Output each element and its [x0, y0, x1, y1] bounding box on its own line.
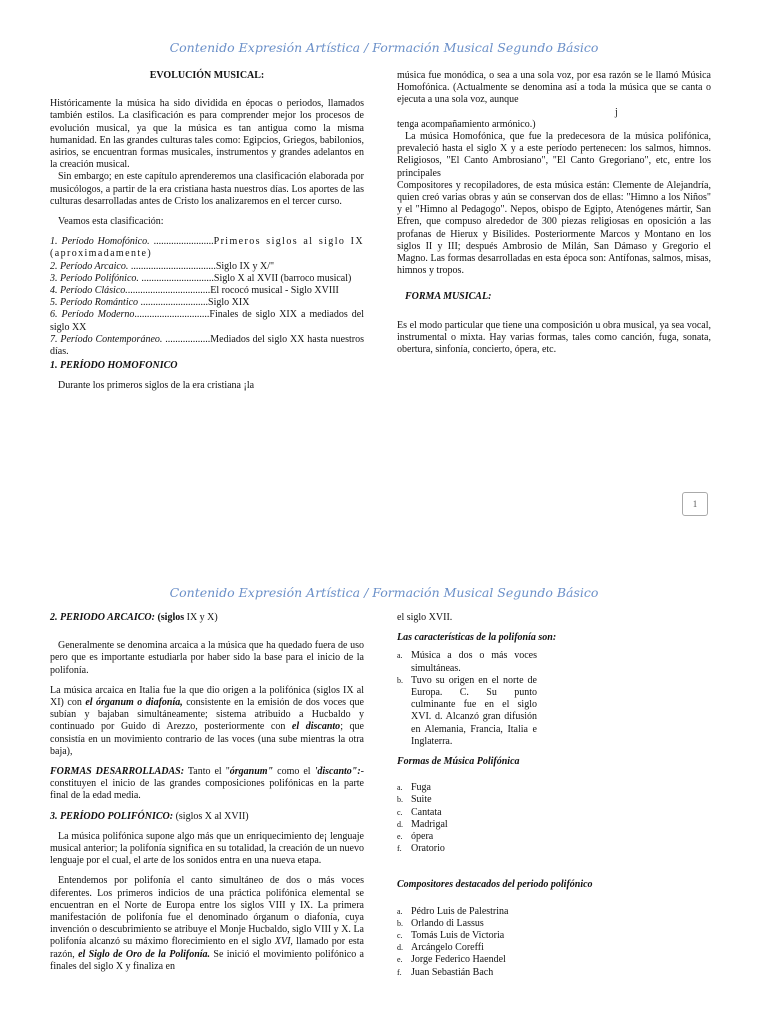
list-item: b. Tuvo su origen en el norte de Europa. C. Su punto culminante fue en el siglo XVI. d. Alcanzó gran difusión en Alemania, Francia, Italia e Inglaterra.: [397, 674, 537, 747]
list-item: d. Madrigal: [397, 818, 448, 830]
list-item: c. Tomás Luis de Victoria: [397, 930, 505, 942]
period-list-item: 2. Período Arcaico. ..................................Siglo IX y X/": [50, 260, 275, 272]
period-list-item: 7. Período Contemporáneo. ..................Mediados del siglo XX hasta nuestros días.: [50, 333, 365, 358]
paragraph: FORMAS DESARROLLADAS: Tanto el "órganum" como el 'discanto":- constituyen el inicio de las grandes composiciones polifónicas en la parte final de la edad media.: [50, 766, 365, 802]
page-header: Contenido Expresión Artística / Formación Musical Segundo Básico: [169, 40, 599, 55]
section-heading: 3. PERÍODO POLIFÓNICO: (siglos X al XVII): [50, 810, 249, 822]
period-list-item: 4. Período Clásico..................................El rococó musical - Siglo XVIII: [50, 285, 339, 297]
characteristics-list: [397, 650, 537, 748]
section-heading: 2. PERIODO ARCAICO: (siglos IX y X): [50, 612, 218, 623]
period-list-item: 3. Período Polifónico. .............................Siglo X al XVII (barroco musical): [50, 272, 352, 284]
paragraph: Compositores y recopiladores, de esta música están: Clemente de Alejandría, quien creó varias obras y aún se conservan dos de ellas: "Himno a los Niños" y el "Himno al Pedagogo". Nepos, obispo de Egipto, Atenógenes mártir, San Efren, que compuso alrededor de 300 piezas religiosas en oposición a las profanas de Hierux y Bisilides. Posteriormente Marcos y Montano en los siglos II y III; después Ambrosio de Milán, San Dámaso y Gregorio el Magno. Las formas desarrolladas en esta época son: Antífonas, salmos, misas, himnos y tropos.: [397, 179, 711, 277]
paragraph: música fue monódica, o sea a una sola voz, por esa razón se le llamó Música Homofónica. (Actualmente se denomina así a toda la música que se canta o ejecuta a una sola voz, aunque j tenga acompañamiento armónico.): [397, 70, 711, 130]
list-item: b. Suite: [397, 794, 432, 806]
document-title: EVOLUCIÓN MUSICAL:: [149, 70, 265, 81]
paragraph: Veamos esta clasificación:: [58, 216, 164, 228]
paragraph: Es el modo particular que tiene una composición u obra musical, ya sea vocal, instrumental o mixta. Hay varias formas, tales como canción, fuga, sonata, obertura, sinfonía, concierto, ópera, etc.: [397, 319, 711, 356]
left-column: [50, 612, 364, 973]
list-item: c. Cantata: [397, 806, 442, 818]
list-item: a. Fuga: [397, 782, 431, 794]
document-page-2: [0, 560, 768, 1024]
paragraph: el siglo XVII.: [397, 612, 453, 623]
section-heading: 1. PERÍODO HOMOFONICO: [50, 360, 178, 372]
paragraph: Históricamente la música ha sido dividida en épocas o periodos, llamados también estilos. La clasificación es para comprender mejor los procesos de evolución musical, ya que la música es tan antigua como la misma humanidad. En las grandes culturas tales como: Egipcios, Griegos, babilonios, asirios, se encuentran formas musicales, instrumentos y grandes adelantos en la creación musical.: [50, 98, 364, 171]
paragraph: La música arcaica en Italia fue la que dio origen a la polifónica (siglos IX al XI) con el órganum o diafonía, consistente en la emisión de dos voces que subían y bajaban simultáneamente; sistema atribuido a Hucbaldo y continuado por Guido di Arezzo, posteriormente con el discanto; que consistía en un movimiento contrario de las voces (una sube mientras la otra baja),: [50, 684, 364, 757]
right-column: [397, 612, 711, 987]
paragraph: La música polifónica supone algo más que un enriquecimiento de¡ lenguaje musical anterior; la polifonía significa en su totalidad, la creación de un nuevo lenguaje por el cual, el arte de los sonidos entra en una nueva etapa.: [50, 830, 364, 867]
list-item: f. Oratorio: [397, 843, 445, 855]
period-list: [50, 236, 364, 358]
paragraph: Durante los primeros siglos de la era cristiana ¡la: [58, 380, 255, 392]
period-list-item: 5. Período Romántico ...........................Siglo XIX: [50, 297, 250, 309]
list-item: a. Música a dos o más voces simultáneas.: [397, 650, 537, 674]
section-heading: Las características de la polifonía son:: [397, 632, 557, 644]
paragraph: La música Homofónica, que fue la predecesora de la música polifónica, prevaleció hasta el siglo X y a este período pertenecen: los salmos, himnos. Religiosos, "El Canto Ambrosiano", "El Canto Gregoriano", etc, entre los principales: [397, 131, 711, 179]
period-list-item: 6. Período Moderno..............................Finales de siglo XIX a mediados del siglo XX: [50, 309, 364, 333]
stray-mark: j: [615, 106, 618, 118]
period-list-item: 1. Período Homofónico. ........................Primeros siglos al siglo IX (aproximadamente): [50, 236, 365, 260]
paragraph: Generalmente se denomina arcaica a la música que ha quedado fuera de uso pero que es importante estudiarla por haber sido la base para el inicio de la polifonía.: [50, 640, 364, 676]
left-column: [50, 70, 364, 393]
paragraph: Entendemos por polifonía el canto simultáneo de dos o más voces diferentes. Los primeros indicios de una práctica polifónica elemental se encuentran en el Norte de Europa entre los siglos VIII y IX. La primera manifestación de polifonía fue el denominado órganum o diafonía, cuya invención o descubrimiento se atribuye el Monje Hucbaldo, siglo VIII y X. La polifonía alcanzó su máximo florecimiento en el siglo XVI, llamado por esta razón, el Siglo de Oro de la Polifonía. Se inició el movimiento polifónico a finales del siglo X y finaliza en: [50, 875, 364, 972]
page-header: Contenido Expresión Artística / Formación Musical Segundo Básico: [169, 585, 599, 600]
list-item: b. Orlando di Lassus: [397, 917, 484, 929]
composers-list: [397, 906, 711, 979]
right-column: [397, 70, 711, 356]
section-heading: Formas de Música Polifónica: [397, 756, 520, 768]
page-number-badge: 1: [682, 492, 708, 516]
list-item: a. Pédro Luis de Palestrina: [397, 905, 509, 917]
section-heading: Compositores destacados del periodo polifónico: [397, 879, 593, 891]
forms-list: [397, 782, 711, 855]
list-item: e. Jorge Federico Haendel: [397, 954, 506, 966]
paragraph: Sin embargo; en este capítulo aprenderemos una clasificación elaborada por musicólogos, a partir de la era cristiana hasta nuestros días. Los aportes de las culturas desarrolladas antes de Cristo los analizaremos en el tercer curso.: [50, 171, 364, 207]
list-item: f. Juan Sebastián Bach: [397, 966, 494, 978]
list-item: d. Arcángelo Coreffi: [397, 942, 484, 954]
section-heading: FORMA MUSICAL:: [405, 291, 492, 303]
list-item: e. ópera: [397, 831, 434, 843]
